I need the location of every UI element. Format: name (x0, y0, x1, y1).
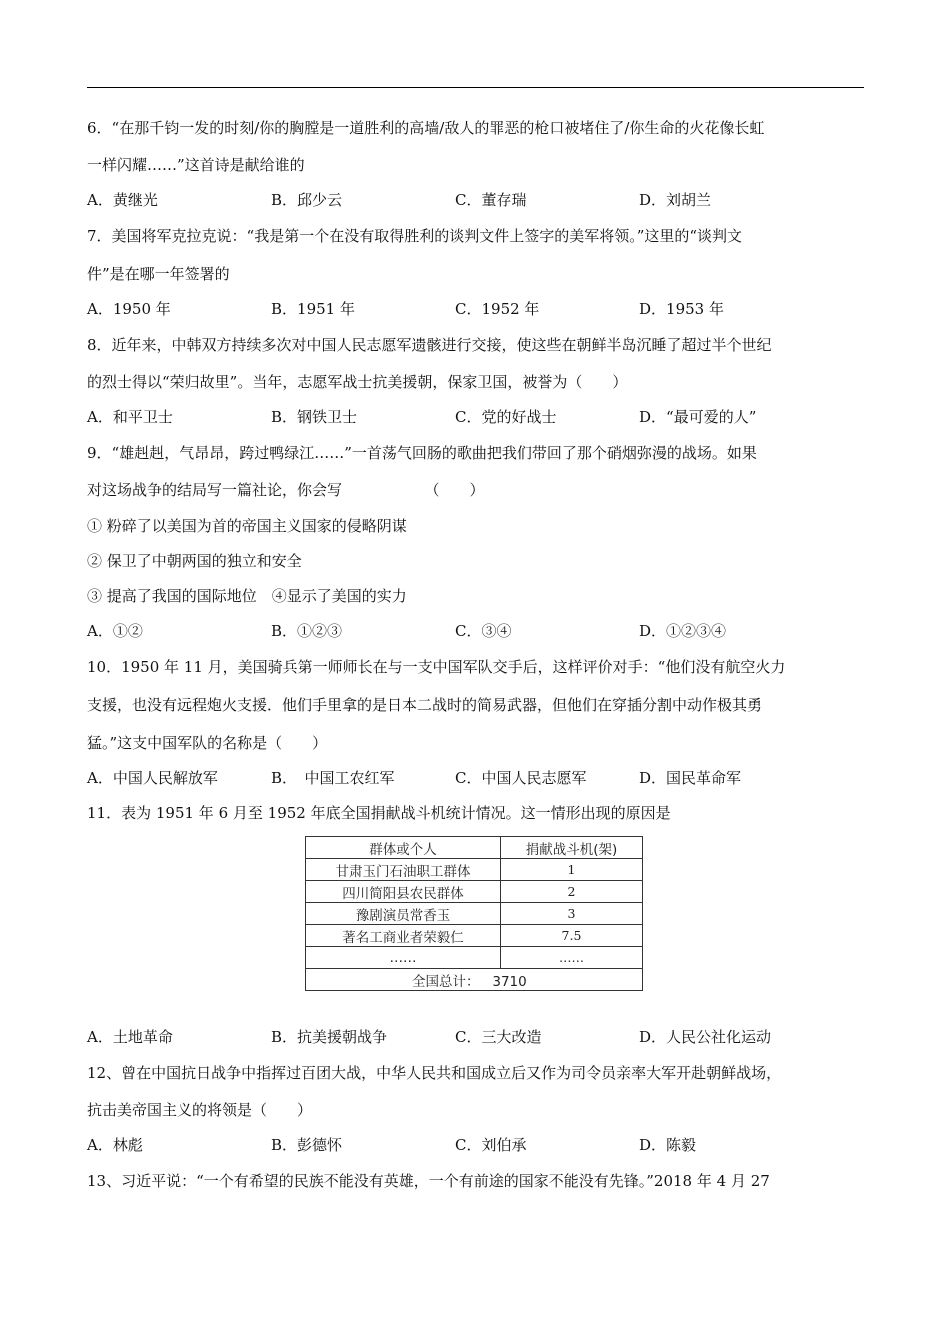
table-cell-count: 7.5 (501, 925, 643, 947)
q8-option-d: D．“最可爱的人” (639, 408, 757, 426)
q7-options (87, 299, 787, 319)
table-row (306, 925, 643, 947)
q8-stem-line1: 8．近年来，中韩双方持续多次对中国人民志愿军遗骸进行交接，使这些在朝鲜半岛沉睡了超过半个世纪 (87, 336, 772, 354)
table-cell-group: …… (306, 947, 501, 969)
table-total-row (306, 969, 643, 991)
q7-option-c: C．1952 年 (455, 300, 540, 318)
q8-options (87, 407, 787, 427)
q10-option-a: A．中国人民解放军 (87, 769, 218, 787)
q6-option-a: A．黄继光 (87, 191, 158, 209)
q6-stem-line1: 6．“在那千钧一发的时刻/你的胸膛是一道胜利的高墙/敌人的罪恶的枪口被堵住了/你生命的火花像长虹 (87, 119, 765, 137)
q9-options (87, 621, 787, 641)
table-row (306, 903, 643, 925)
q12-options (87, 1135, 787, 1155)
table-cell-group: 著名工商业者荣毅仁 (306, 925, 501, 947)
donation-table (305, 836, 643, 991)
q6-option-c: C．董存瑞 (455, 191, 527, 209)
q7-option-d: D．1953 年 (639, 300, 724, 318)
q8-stem-line2: 的烈士得以“荣归故里”。当年，志愿军战士抗美援朝，保家卫国，被誉为（ ） (87, 373, 628, 391)
table-cell-count: 2 (501, 881, 643, 903)
q9-option-b: B．①②③ (271, 622, 343, 640)
q10-option-c: C．中国人民志愿军 (455, 769, 587, 787)
q9-option-d: D．①②③④ (639, 622, 727, 640)
q10-option-b: B． 中国工农红军 (271, 769, 395, 787)
table-row (306, 947, 643, 969)
q11-options (87, 1027, 787, 1047)
q9-item-2: ② 保卫了中朝两国的独立和安全 (87, 552, 302, 570)
table-cell-count: 1 (501, 859, 643, 881)
q13-stem-line1: 13、习近平说：“一个有希望的民族不能没有英雄，一个有前途的国家不能没有先锋。”2018 年 4 月 27 (87, 1172, 770, 1190)
table-total-label: 全国总计： (412, 973, 480, 990)
table-cell-group: 四川简阳县农民群体 (306, 881, 501, 903)
q6-option-d: D．刘胡兰 (639, 191, 712, 209)
q9-item-3: ③ 提高了我国的国际地位 ④显示了美国的实力 (87, 587, 407, 605)
q7-option-b: B．1951 年 (271, 300, 355, 318)
q11-option-a: A．土地革命 (87, 1028, 173, 1046)
q11-option-b: B．抗美援朝战争 (271, 1028, 388, 1046)
q12-option-b: B．彭德怀 (271, 1136, 343, 1154)
q12-stem-line1: 12、曾在中国抗日战争中指挥过百团大战，中华人民共和国成立后又作为司令员亲率大军开赴朝鲜战场， (87, 1064, 782, 1082)
q10-options (87, 768, 787, 788)
q10-option-d: D．国民革命军 (639, 769, 742, 787)
table-cell-count: 3 (501, 903, 643, 925)
q7-stem-line2: 件”是在哪一年签署的 (87, 265, 230, 283)
table-cell-group: 豫剧演员常香玉 (306, 903, 501, 925)
table-row (306, 859, 643, 881)
q6-stem-line2: 一样闪耀……”这首诗是献给谁的 (87, 156, 305, 174)
table-total-cell (306, 969, 643, 991)
q12-stem-line2: 抗击美帝国主义的将领是（ ） (87, 1101, 313, 1119)
q8-option-b: B．钢铁卫士 (271, 408, 358, 426)
header-rule (87, 87, 864, 88)
q6-option-b: B．邱少云 (271, 191, 343, 209)
table-row (306, 881, 643, 903)
table-cell-count: …… (501, 947, 643, 969)
q12-option-c: C．刘伯承 (455, 1136, 527, 1154)
q10-stem-line2: 支援，也没有远程炮火支援．他们手里拿的是日本二战时的简易武器，但他们在穿插分割中动作极其勇 (87, 696, 763, 714)
q10-stem-line3: 猛。”这支中国军队的名称是（ ） (87, 734, 328, 752)
table-header-group: 群体或个人 (306, 837, 501, 859)
q11-option-c: C．三大改造 (455, 1028, 542, 1046)
table-header-count: 捐献战斗机(架) (501, 837, 643, 859)
table-total-value: 3710 (492, 973, 527, 990)
q6-options (87, 190, 787, 210)
q11-stem-line1: 11．表为 1951 年 6 月至 1952 年底全国捐献战斗机统计情况。这一情形出现的原因是 (87, 804, 671, 822)
table-cell-group: 甘肃玉门石油职工群体 (306, 859, 501, 881)
q11-option-d: D．人民公社化运动 (639, 1028, 772, 1046)
q12-option-a: A．林彪 (87, 1136, 143, 1154)
q9-option-a: A．①② (87, 622, 143, 640)
q10-stem-line1: 10．1950 年 11 月，美国骑兵第一师师长在与一支中国军队交手后，这样评价对手：“他们没有航空火力 (87, 658, 786, 676)
q8-option-c: C．党的好战士 (455, 408, 557, 426)
q9-stem-line1: 9．“雄赳赳，气昂昂，跨过鸭绿江……”一首荡气回肠的歌曲把我们带回了那个硝烟弥漫的战场。如果 (87, 444, 757, 462)
q9-option-c: C．③④ (455, 622, 512, 640)
table-header-row (306, 837, 643, 859)
q7-option-a: A．1950 年 (87, 300, 171, 318)
q9-item-1: ① 粉碎了以美国为首的帝国主义国家的侵略阴谋 (87, 517, 407, 535)
q8-option-a: A．和平卫士 (87, 408, 173, 426)
q12-option-d: D．陈毅 (639, 1136, 697, 1154)
q7-stem-line1: 7．美国将军克拉克说：“我是第一个在没有取得胜利的谈判文件上签字的美军将领。”这里的“谈判文 (87, 227, 743, 245)
q9-stem-line2: 对这场战争的结局写一篇社论，你会写 （ ） (87, 481, 485, 499)
